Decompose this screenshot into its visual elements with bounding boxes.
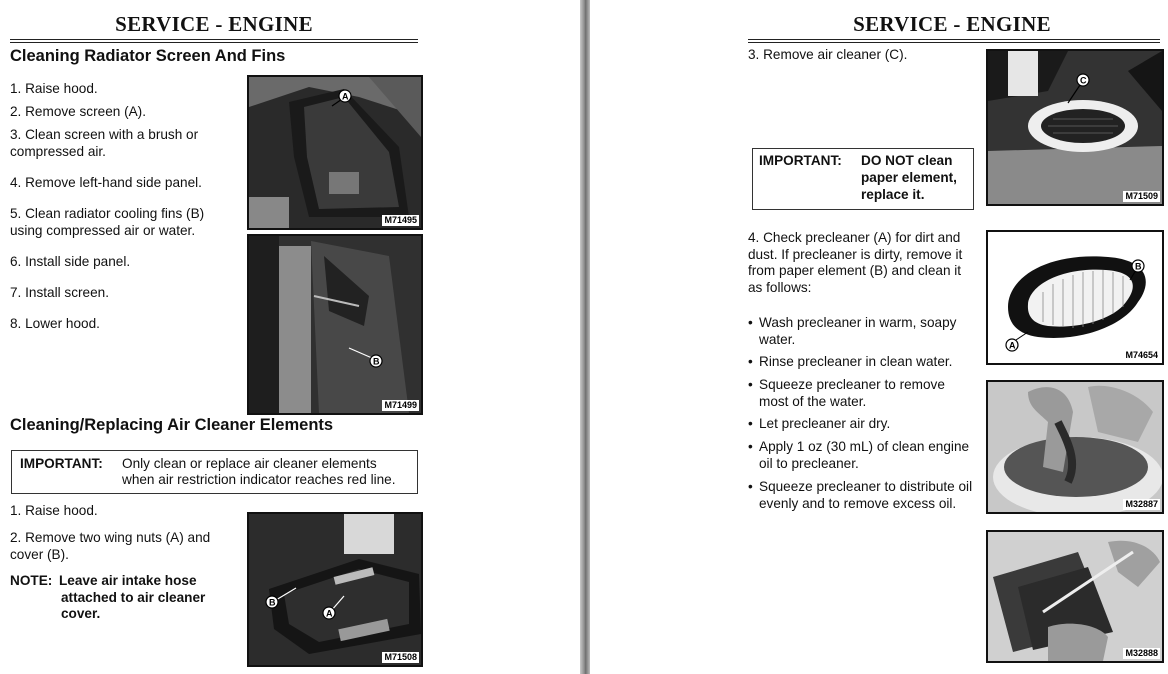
section-title-air-cleaner: Cleaning/Replacing Air Cleaner Elements — [10, 416, 334, 434]
step-clean-fins-cont: using compressed air or water. — [10, 222, 196, 238]
callout-a: A — [326, 608, 333, 619]
callout-c: C — [1080, 75, 1087, 86]
section-title-radiator: Cleaning Radiator Screen And Fins — [10, 47, 286, 65]
figure-air-cleaner-cover — [247, 512, 423, 667]
wash-precleaner-photo — [988, 382, 1162, 512]
step-install-screen: 7. Install screen. — [10, 285, 109, 300]
important-label: IMPORTANT: — [20, 456, 103, 471]
bullet-squeeze-cont: most of the water. — [759, 393, 867, 409]
step-check-precleaner-4: as follows: — [748, 279, 812, 295]
figure-oil-precleaner — [986, 530, 1164, 663]
air-cleaner-cover-photo — [249, 514, 421, 665]
important-line-1: DO NOT clean — [861, 153, 953, 168]
step-remove-side-panel: 4. Remove left-hand side panel. — [10, 175, 202, 190]
step-clean-screen-cont: compressed air. — [10, 143, 106, 159]
figure-precleaner-diagram — [986, 230, 1164, 365]
bullet-mark: • — [748, 416, 753, 431]
bullet-apply-oil: Apply 1 oz (30 mL) of clean engine — [759, 439, 970, 454]
step-clean-screen: 3. Clean screen with a brush or — [10, 127, 199, 142]
important-line-3: replace it. — [861, 187, 925, 202]
callout-b: B — [373, 356, 380, 367]
air-cleaner-element-photo — [988, 51, 1162, 204]
bullet-wash: Wash precleaner in warm, soapy — [759, 315, 957, 330]
callout-b: B — [1135, 261, 1142, 272]
callout-b: B — [269, 597, 276, 608]
page-header: SERVICE - ENGINE — [853, 12, 1051, 36]
step-check-precleaner-2: dust. If precleaner is dirty, remove it — [748, 246, 963, 262]
figure-code: M32887 — [1125, 499, 1158, 509]
note-label: NOTE: — [10, 573, 53, 588]
figure-code: M71509 — [1125, 191, 1158, 201]
bullet-mark: • — [748, 377, 753, 392]
figure-code: M32888 — [1125, 648, 1158, 658]
figure-air-cleaner-element — [986, 49, 1164, 206]
bullet-wash-cont: water. — [759, 331, 796, 347]
bullet-distribute-oil: Squeeze precleaner to distribute oil — [759, 479, 973, 494]
page-header: SERVICE - ENGINE — [115, 12, 313, 36]
right-page — [590, 0, 1168, 674]
note-line-1: Leave air intake hose — [59, 573, 197, 588]
left-page — [0, 0, 580, 674]
precleaner-diagram — [988, 232, 1162, 363]
important-line-2: when air restriction indicator reaches red line. — [122, 472, 396, 487]
figure-code: M71508 — [384, 652, 417, 662]
important-line-1: Only clean or replace air cleaner elements — [122, 456, 377, 471]
radiator-screen-photo — [249, 77, 421, 228]
important-line-2: paper element, — [861, 170, 957, 185]
step-raise-hood-2: 1. Raise hood. — [10, 503, 98, 518]
important-box — [752, 148, 974, 210]
step-remove-wing-nuts-cont: cover (B). — [10, 546, 69, 562]
figure-radiator-fins — [247, 234, 423, 415]
bullet-mark: • — [748, 354, 753, 369]
important-label: IMPORTANT: — [759, 153, 842, 168]
page-gutter — [580, 0, 590, 674]
bullet-distribute-oil-cont: evenly and to remove excess oil. — [759, 495, 957, 511]
important-box — [11, 450, 418, 494]
bullet-mark: • — [748, 439, 753, 454]
figure-code: M71499 — [384, 400, 417, 410]
step-check-precleaner-1: 4. Check precleaner (A) for dirt and — [748, 230, 961, 245]
bullet-mark: • — [748, 315, 753, 330]
step-remove-screen: 2. Remove screen (A). — [10, 104, 146, 119]
note-line-3: cover. — [61, 606, 101, 621]
figure-code: M74654 — [1125, 350, 1158, 360]
header-rule — [748, 39, 1160, 43]
bullet-air-dry: Let precleaner air dry. — [759, 416, 891, 431]
step-remove-air-cleaner: 3. Remove air cleaner (C). — [748, 47, 908, 62]
step-remove-wing-nuts: 2. Remove two wing nuts (A) and — [10, 530, 211, 545]
radiator-fins-photo — [249, 236, 421, 413]
step-clean-fins: 5. Clean radiator cooling fins (B) — [10, 206, 205, 221]
step-check-precleaner-3: from paper element (B) and clean it — [748, 263, 962, 278]
step-lower-hood: 8. Lower hood. — [10, 316, 100, 331]
figure-wash-precleaner — [986, 380, 1164, 514]
bullet-mark: • — [748, 479, 753, 494]
step-raise-hood: 1. Raise hood. — [10, 81, 98, 96]
note-line-2: attached to air cleaner — [61, 589, 206, 605]
figure-code: M71495 — [384, 215, 417, 225]
bullet-rinse: Rinse precleaner in clean water. — [759, 354, 953, 369]
figure-radiator-screen — [247, 75, 423, 230]
oil-precleaner-photo — [988, 532, 1162, 661]
step-install-side-panel: 6. Install side panel. — [10, 254, 131, 269]
callout-a: A — [1009, 340, 1016, 351]
callout-a: A — [342, 91, 349, 102]
bullet-apply-oil-cont: oil to precleaner. — [759, 455, 859, 471]
header-rule — [10, 39, 418, 43]
bullet-squeeze: Squeeze precleaner to remove — [759, 377, 945, 392]
